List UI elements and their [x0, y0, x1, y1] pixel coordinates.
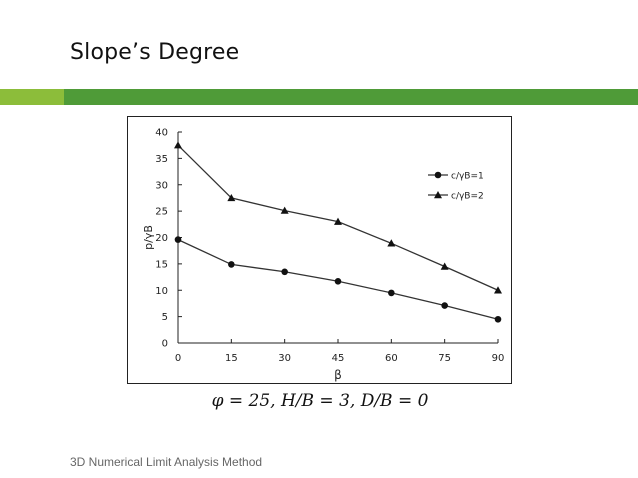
y-tick-label: 20 — [155, 233, 168, 244]
y-tick-label: 10 — [155, 285, 168, 297]
legend-marker-circle — [435, 172, 442, 179]
data-point-triangle — [387, 239, 395, 246]
x-axis-label: β — [334, 368, 342, 382]
data-point-triangle — [494, 286, 502, 293]
data-point-circle — [495, 316, 502, 323]
line-chart — [128, 117, 513, 385]
x-tick-label: 15 — [224, 353, 238, 364]
formula: φ = 25, H/B = 3, D/B = 0 — [211, 391, 429, 411]
chart-frame — [127, 116, 512, 384]
accent-bar-right — [64, 89, 638, 105]
data-point-circle — [335, 278, 342, 285]
footer-text: 3D Numerical Limit Analysis Method — [70, 455, 263, 469]
y-tick-label: 40 — [155, 127, 168, 139]
y-tick-label: 30 — [155, 180, 168, 192]
slide-title: Slope’s Degree — [70, 40, 240, 65]
x-tick-label: 75 — [438, 353, 452, 364]
x-tick-label: 90 — [491, 353, 505, 364]
data-point-triangle — [441, 263, 449, 270]
x-tick-label: 45 — [331, 353, 345, 364]
y-tick-label: 0 — [161, 338, 168, 350]
data-point-triangle — [174, 141, 182, 148]
x-tick-label: 30 — [278, 353, 292, 364]
y-tick-label: 15 — [155, 259, 168, 271]
y-axis-label: p/γB — [142, 225, 155, 250]
x-tick-label: 0 — [174, 353, 182, 364]
data-point-circle — [441, 302, 448, 309]
y-tick-label: 5 — [161, 312, 168, 324]
data-point-circle — [175, 236, 182, 243]
y-tick-label: 35 — [155, 153, 168, 165]
accent-bar-left — [0, 89, 64, 105]
legend-label: c/γB=2 — [451, 191, 484, 202]
y-tick-label: 25 — [155, 206, 168, 218]
legend-label: c/γB=1 — [451, 171, 484, 182]
data-point-circle — [281, 268, 288, 275]
data-point-circle — [388, 290, 395, 297]
x-tick-label: 60 — [384, 353, 398, 364]
data-point-circle — [228, 261, 235, 268]
